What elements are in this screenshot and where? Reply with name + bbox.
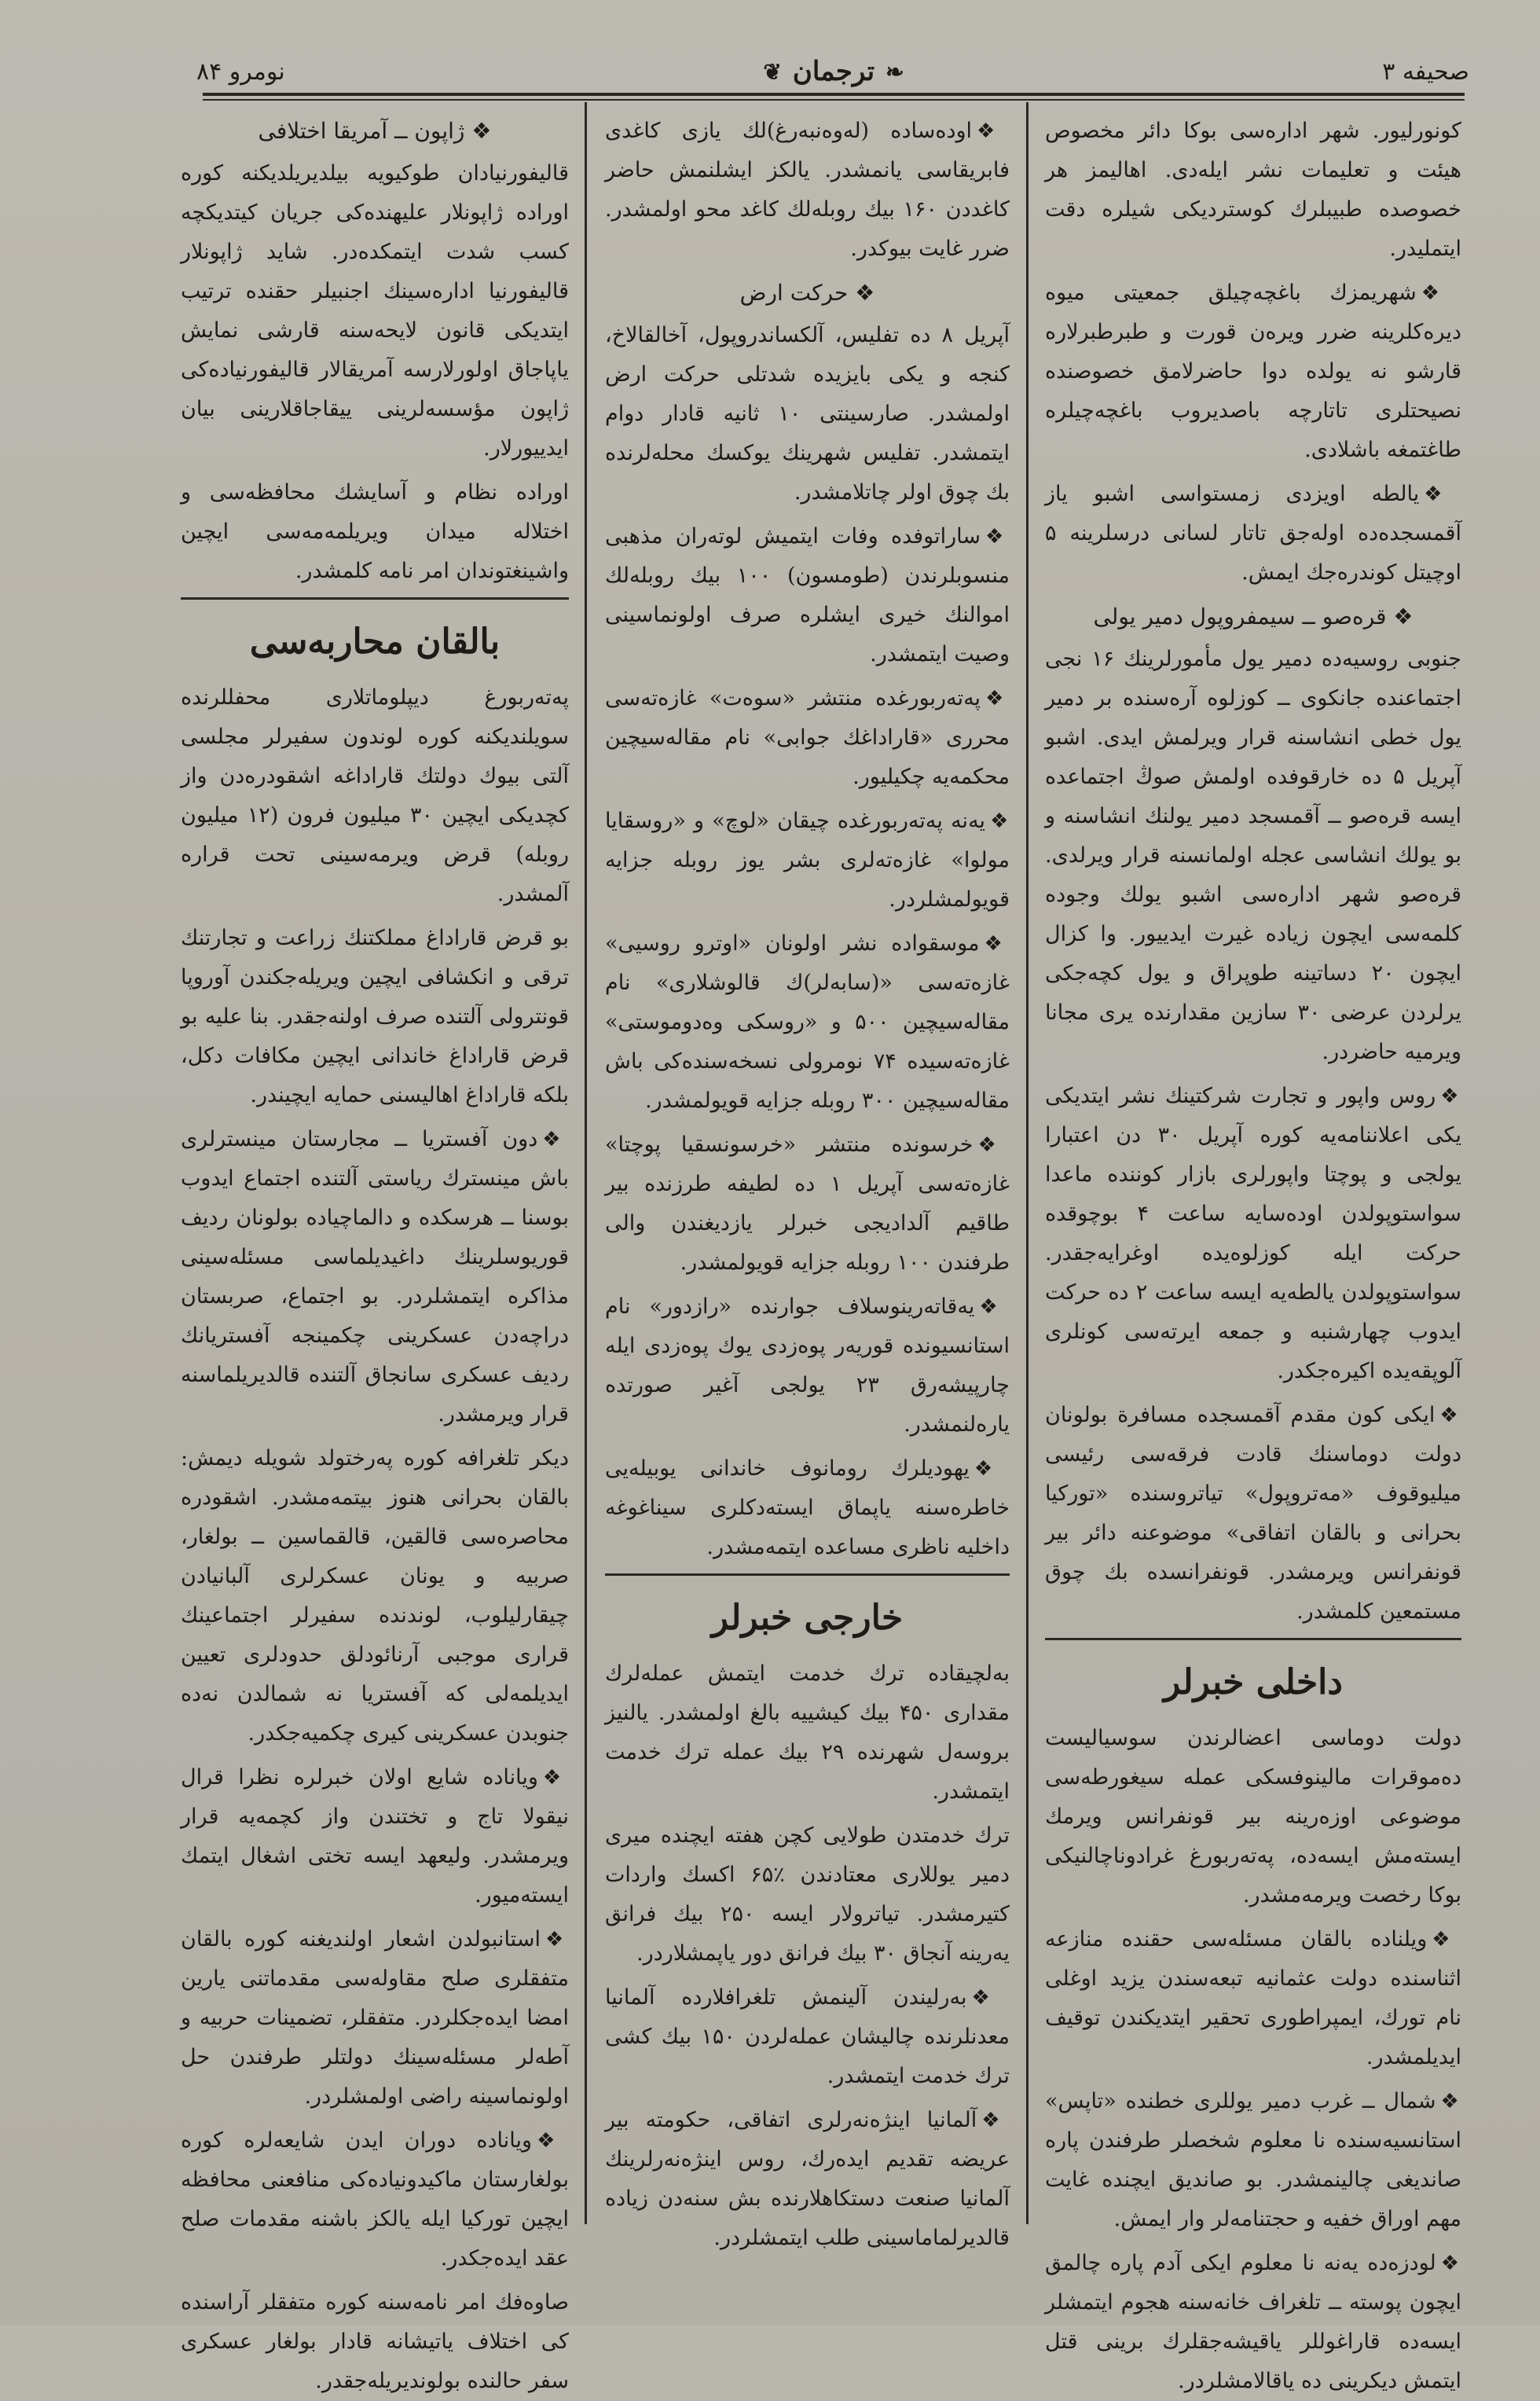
article-paragraph: دیکر تلغرافە کورە پەرختولد شویلە دیمش: بالقان بحرانی هنوز بیتمەمشدر. اشقودرە محاصرەسی قالقین، قالقماسین ــ بولغار، صربیە و یونان عسکرلری آلبانیادن چیقارلیلوب، لوندندە سفیرلر اجتماعینك قراری موجبی آرنائودلق حدودلری تعیین ایدیلمەلی کە آفستریا نە شمالدن نەدە جنوبدن عسکرینی کیری چکمیەجکدر. (181, 1446, 569, 1746)
article-paragraph: ❖یەنە پەتەربورغدە چیقان «لوچ» و «روسقایا مولوا» غازەتەلری بشر یوز روبلە جزایە قویولمشلردر. (605, 809, 1010, 912)
article-paragraph: ❖ساراتوفدە وفات ایتمیش لوتەران مذهبی منسوبلرندن (طومسون) ۱۰۰ بیك روبلەلك اموالنك خیری ایشلرە صرف اولونماسینی وصیت ایتمشدر. (605, 524, 1010, 666)
article-paragraph: ❖موسقوادە نشر اولونان «اوترو روسیی» غازەتەسی «(سابەلر)ك قالوشلاری» نام مقالەسیچین ۵۰۰ و «روسکی وەدوموستی» غازەتەسیدە ۷۴ نومرولی نسخەسندەکی باش مقالەسیچین ۳۰۰ روبلە جزایە قویولمشدر. (605, 931, 1010, 1113)
section-title: خارجی خبرلر (711, 1598, 904, 1638)
header-rule (203, 93, 1465, 96)
article-heading: ❖ ژاپون ــ آمریقا اختلافی (258, 118, 492, 144)
article-paragraph: ❖آلمانیا اینژەنەرلری اتفاقی، حکومتە بیر عریضە تقدیم ایدەرك، روس اینژەنەرلرینك آلمانیا صنعت دستکاهلارندە بش سنەدن زیادە قالدیرلماماسینی طلب ایتمشلردر. (605, 2108, 1010, 2250)
article-paragraph: ❖لودزەدە یەنە نا معلوم ایکی آدم پارە چالمق ایچون پوستە ــ تلغراف خانەسنە هجوم ایتمشلر ایسەدە قاراغوللر یاقیشەجقلرك برینی قتل ایتمش دیکرینی دە یاقالامشلردر. (1045, 2251, 1461, 2393)
ornament-bullet-icon: ❖ (977, 119, 1010, 143)
article-paragraph: پەتەربورغ دیپلوماتلاری محفللرندە سویلندیکنە کورە لوندون سفیرلر مجلسی آلتی بیوك دولتك قاراداغە اشقودرەدن واز کچدیکی ایچین ۳۰ میلیون فرون (۱۲ میلیون روبلە) قرض ویرمەسینی تحت قرارە آلمشدر. (181, 685, 569, 906)
article-paragraph: ترك خدمتدن طولایی کچن هفتە ایچندە میری دمیر یوللاری معتادندن ٪۶۵ اکسك واردات کتیرمشدر. تیاترولار ایسە ۲۵۰ بیك فرانق یەرینە آنجاق ۳۰ بیك فرانق دور یاپمشلاردر. (605, 1823, 1010, 1966)
header-rule-thin (203, 99, 1465, 101)
ornament-bullet-icon: ❖ (985, 687, 1010, 710)
article-paragraph: ❖پەتەربورغدە منتشر «سوەت» غازەتەسی محرری «قاراداغك جوابی» نام مقالەسیچین محکمەیە چکیلیور. (605, 686, 1010, 789)
ornament-bullet-icon: ❖ (1424, 483, 1461, 506)
ornament-left-icon: ❦ (763, 58, 782, 85)
section-title: بالقان محاربەسی (249, 622, 500, 662)
article-heading: ❖ حرکت ارض (739, 280, 875, 306)
ornament-bullet-icon: ❖ (1386, 604, 1414, 630)
article-paragraph: ❖ایکی کون مقدم آقمسجدە مسافرة بولونان دولت دوماسنك قادت فرقەسی رئیسی میلیوقوف «مەتروپول» تیاتروسندە «توركیا بحرانی و بالقان اتفاقی» موضوعنە دائر بیر قونفرانس ویرمشدر. قونفرانسدە بك چوق مستمعین کلمشدر. (1045, 1403, 1461, 1624)
issue-number-label: نومرو ۸۴ (196, 57, 285, 86)
article-paragraph: دولت دوماسی اعضالرندن سوسیالیست دەموقرات مالینوفسکی عملە سیغورطەسی موضوعی اوزەرینە بیر قونفرانس ویرمك ایستەمش ایسەدە، پەتەربورغ غرادوناچالنیکی بوکا رخصت ویرمەمشدر. (1045, 1726, 1461, 1907)
article-paragraph: آپریل ۸ دە تفلیس، آلکساندروپول، آخالقالاخ، کنجە و یکی بایزیدە شدتلی حرکت ارض اولمشدر. صارسینتی ۱۰ ثانیە قادار دوام ایتمشدر. تفلیس شهرینك یوکسك محلەلرندە بك چوق اولر چاتلامشدر. (605, 323, 1010, 505)
ornament-bullet-icon: ❖ (981, 2109, 1010, 2132)
section-title: داخلی خبرلر (1163, 1662, 1343, 1702)
article-paragraph: ❖اودەساده (لەوەنبەرغ)لك یازی کاغدی فابریقاسی یانمشدر. یالکز ایشلنمش حاضر کاغددن ۱۶۰ بیك روبلەلك کاغد محو اولمشدر. ضرر غایت بیوکدر. (605, 119, 1010, 261)
ornament-bullet-icon: ❖ (544, 1928, 569, 1951)
ornament-bullet-icon: ❖ (848, 280, 875, 306)
article-paragraph: صاوەفك امر نامەسنە کورە متفقلر آراسندە کی اختلاف یاتیشانە قادار بولغار عسکری سفر حالندە بولوندیریلەجقدر. (181, 2290, 569, 2393)
ornament-bullet-icon: ❖ (971, 1986, 1010, 2010)
article-paragraph: ❖دون آفستریا ــ مجارستان مینسترلری باش مینسترك ریاستی آلتندە اجتماع ایدوب بوسنا ــ هرسکدە و دالماچیادە بولونان ردیف قوریوسلرینك داغیدیلماسی مسئلەسینی مذاکرە ایتمشلردر. بو اجتماع، صربستان دراچەدن عسکرینی چکمینجە آفستریانك ردیف عسکری سانجاق آلتندە قالدیریلماسنە قرار ویرمشدر. (181, 1127, 570, 1426)
article-paragraph: ❖ویانادە دوران ایدن شایعەلرە کورە بولغارستان ماکیدونیادەکی منافعنی محافظە ایچین توركیا ایلە یالکز باشنە مقدمات صلح عقد ایدەجکدر. (181, 2128, 570, 2271)
page-header (196, 49, 1469, 94)
article-paragraph: ❖روس واپور و تجارت شرکتینك نشر ایتدیکی یکی اعلاننامەیە کورە آپریل ۳۰ دن اعتبارا یولجی و پوچتا واپورلری بازار کوننده ماعدا سواستوپولدن اودەسایە ساعت ۴ بوچوقدە حرکت ایلە کوزلوەیدە اوغرایەجقدر. سواستوپولدن یالطەیە ایسە ساعت ۲ دە حرکت ایدوب چهارشنبە و جمعە ایرتەسی کونلری آلوپقەیدە اکیرەجکدر. (1045, 1084, 1462, 1383)
article-paragraph: ❖شهریمزك باغچەچیلق جمعیتی میوە دیرەکلرینە ضرر ویرەن قورت و طبرطبرلارە قارشو نە یولدە دوا حاضرلامق خصوصندە نصیحتلری تاتارچە باصدیروب باغچەچیلرە طاغتمغە باشلادی. (1045, 281, 1461, 462)
column-divider-left (585, 102, 587, 2224)
ornament-bullet-icon: ❖ (542, 1128, 570, 1151)
ornament-bullet-icon: ❖ (974, 1457, 1010, 1481)
article-paragraph: بەلچیقادە ترك خدمت ایتمش عملەلرك مقداری ۴۵۰ بیك کیشییە بالغ اولمشدر. یالنیز بروسەل شهرندە ۲۹ بیك عملە ترك خدمت ایتمشدر. (605, 1661, 1010, 1804)
newspaper-title: ترجمان (792, 56, 875, 87)
ornament-right-icon: ❧ (886, 58, 904, 85)
masthead (763, 56, 904, 87)
article-paragraph: ❖خرسوندە منتشر «خرسونسقیا پوچتا» غازەتەسی آپریل ۱ دە لطیفە طرزندە بیر طاقیم آلدادیجی خبرلر یازدیغندن والی طرفندن ۱۰۰ روبلە جزایە قویولمشدر. (605, 1133, 1010, 1275)
article-paragraph: قالیفورنیادان طوکیویە بیلدیریلدیکنە کورە اورادە ژاپونلار علیهندەکی جریان کیتدیکچە کسب شدت ایتمکدەدر. شاید ژاپونلار قالیفورنیا ادارەسینك اجنبیلر حقندە ترتیب ایتدیکی قانون لایحەسنە قارشی نمایش یاپاجاق اولورلارسە آمریقالار قالیفورنیادەکی ژاپون مؤسسەلرینی ییقاجاقلارینی بیان ایدییورلار. (181, 161, 569, 461)
article-paragraph: کونورلیور. شهر ادارەسی بوکا دائر مخصوص هیئت و تعلیمات نشر ایلەدی. اهالیمز هر خصوصدە طبیبلرك کوستردیکی شیلرە دقت ایتملیدر. (1045, 119, 1461, 261)
section-rule (605, 1573, 1010, 1576)
article-paragraph: اورادە نظام و آسایشك محافظەسی و اختلالە میدان ویریلمەمەسی ایچین واشینغتوندان امر نامە کلمشدر. (181, 480, 569, 583)
article-paragraph: ❖یهودیلرك رومانوف خاندانی یوبیلەیی خاطرەسنە یاپماق ایستەدکلری سیناغوغە داخلیە ناظری مساعدە ایتمەمشدر. (605, 1456, 1010, 1559)
column-divider-right (1026, 102, 1028, 2224)
ornament-bullet-icon: ❖ (1440, 1085, 1462, 1108)
column-right (1045, 112, 1462, 2393)
column-left (181, 112, 570, 2393)
article-paragraph: ❖ویلنادە بالقان مسئلەسی حقندە منازعە اثناسندە دولت عثمانیە تبعەسندن یزید اوغلی نام تورك، ایمپراطوری تحقیر ایتدیکندن توقیف ایدیلمشدر. (1045, 1927, 1461, 2069)
section-rule (181, 597, 569, 600)
ornament-bullet-icon: ❖ (537, 2129, 570, 2153)
ornament-bullet-icon: ❖ (1440, 2252, 1461, 2275)
ornament-bullet-icon: ❖ (1421, 281, 1461, 305)
article-paragraph: ❖یەقاتەرینوسلاف جوارندە «رازدور» نام استانسیوندە قوریەر پوەزدی یوك پوەزدی ایلە چارپیشەرق ۲۳ یولجی آغیر صورتدە یارەلنمشدر. (605, 1294, 1010, 1437)
ornament-bullet-icon: ❖ (984, 932, 1010, 956)
article-paragraph: جنوبی روسیەدە دمیر یول مأمورلرینك ۱۶ نجی اجتماعندە جانکوی ــ کوزلوە آرەسندە بر دمیر یول خطی انشاسنە قرار ویرلمش ایدی. اشبو آپریل ۵ دە خارقوفدە اولمش صوڭ اجتماعدە ایسە قرەصو ــ آقمسجد دمیر یولنك انشاسنە و بو یولك انشاسی عجلە اولمانسنە قرار ویرلدی. قرەصو شهر ادارەسی اشبو یولك وجودە کلمەسی ایچون زیادە غیرت ایدییور. وا کزال ایچون ۲۰ دساتینە طوپراق و یول کچەجکی یرلردن عرضی ۳۰ سازین مقدارندە یری مجانا ویرمیە حاضردر. (1045, 647, 1462, 1064)
ornament-bullet-icon: ❖ (985, 525, 1010, 549)
article-paragraph: ❖ویانادە شایع اولان خبرلرە نظرا قرال نیقولا تاج و تختندن واز کچمەیە قرار ویرمشدر. ولیعهد ایسە تختی اشغال ایتمك ایستەمیور. (181, 1765, 569, 1907)
ornament-bullet-icon: ❖ (1439, 1404, 1461, 1427)
article-heading: ❖ قرەصو ــ سیمفروپول دمیر یولی (1093, 604, 1414, 630)
article-paragraph: ❖بەرلیندن آلینمش تلغرافلاردە آلمانیا معدنلرندە چالیشان عملەلردن ۱۵۰ بیك کشی ترك خدمت ایتمشدر. (605, 1985, 1010, 2088)
article-paragraph: ❖شمال ــ غرب دمیر یوللری خطندە «تاپس» استانسیەسندە نا معلوم شخصلر طرفندن پارە صاندیغی چالینمشدر. بو صاندیق ایچندە غایت مهم اوراق خفیە و حجتنامەلر وار ایمش. (1045, 2089, 1461, 2231)
article-paragraph: ❖یالطە اویزدی زمستواسی اشبو یاز آقمسجدەدە اولەجق تاتار لسانی درسلرینە ۵ اوچیتل کوندرەجك ایمش. (1045, 482, 1461, 585)
page-number-label: صحیفه ۳ (1382, 57, 1469, 86)
ornament-bullet-icon: ❖ (1432, 1928, 1461, 1951)
ornament-bullet-icon: ❖ (1440, 2090, 1461, 2113)
article-paragraph: ❖استانبولدن اشعار اولندیغنە کورە بالقان متفقلری صلح مقاولەسی مقدماتنی یارین امضا ایدەجکلردر. متفقلر، تضمینات حربیە و آطەلر مسئلەسینك دولتلر طرفندن حل اولونماسینە راضی اولمشلردر. (181, 1927, 569, 2109)
article-paragraph: بو قرض قاراداغ مملکتنك زراعت و تجارتنك ترقی و انکشافی ایچین ویریلەجکندن آوروپا قونترولی آلتندە صرف اولنەجقدر. بنا علیە بو قرض قاراداغ خاندانی ایچین مکافات دکل، بلکە قاراداغ اهالیسنی حمایە ایچیندر. (181, 926, 569, 1107)
ornament-bullet-icon: ❖ (977, 1133, 1010, 1157)
ornament-bullet-icon: ❖ (979, 1295, 1010, 1319)
column-middle (605, 112, 1010, 2250)
section-rule (1045, 1638, 1461, 1640)
ornament-bullet-icon: ❖ (990, 810, 1010, 833)
ornament-bullet-icon: ❖ (464, 118, 492, 144)
ornament-bullet-icon: ❖ (542, 1766, 569, 1790)
